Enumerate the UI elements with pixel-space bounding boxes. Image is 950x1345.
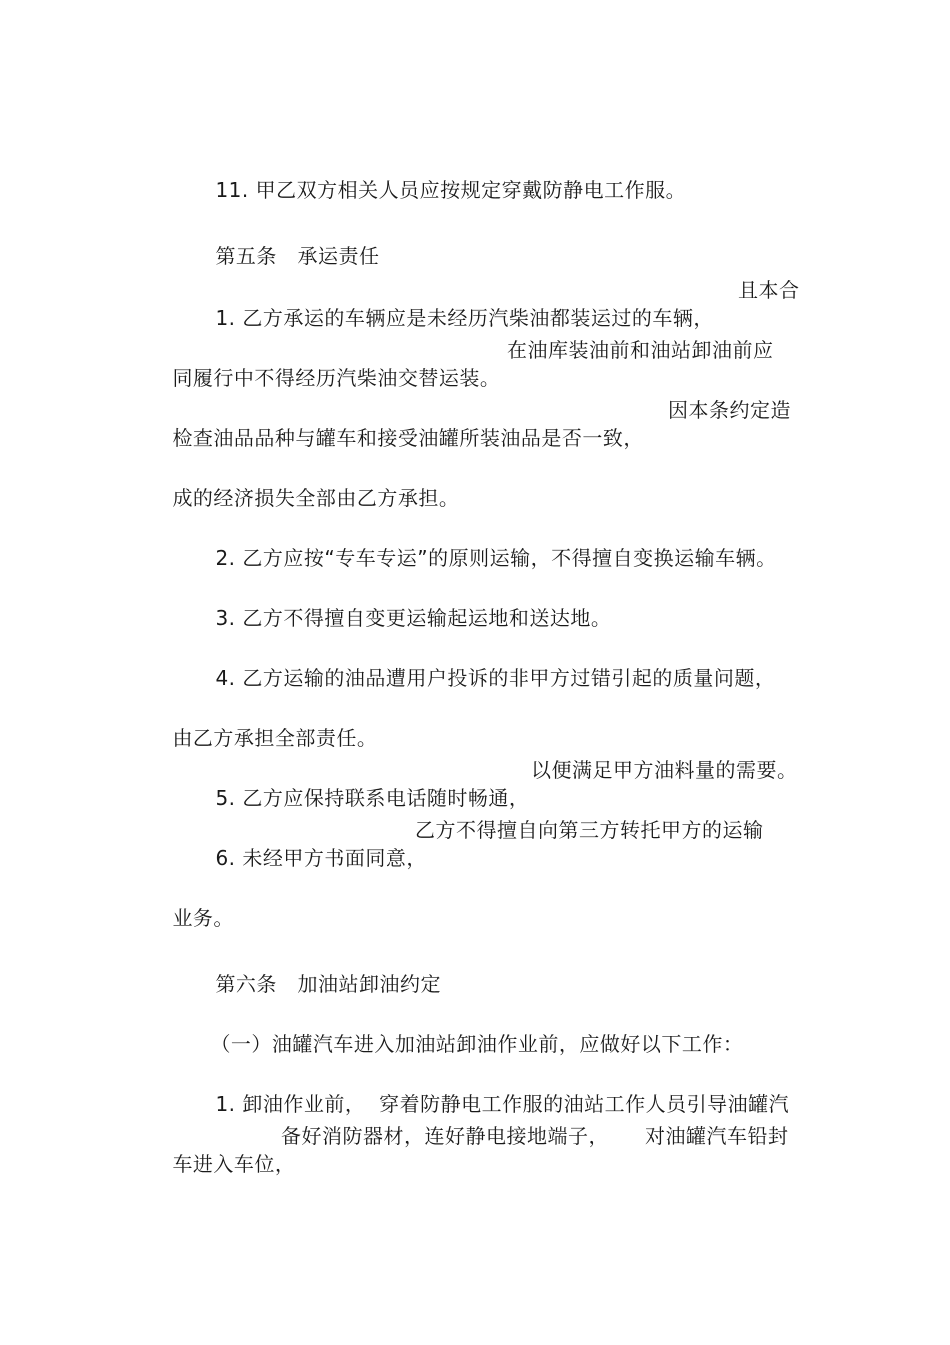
text-line-6-section-1: （一）油罐汽车进入加油站卸油作业前，应做好以下工作： (210, 1032, 744, 1056)
text-segment: 车进入车位， (172, 1152, 296, 1176)
text-segment: 5. 乙方应保持联系电话随时畅通， (215, 786, 530, 810)
text-line-5-1-d: 成的经济损失全部由乙方承担。 (172, 486, 460, 510)
text-line-5-3: 3. 乙方不得擅自变更运输起运地和送达地。 (215, 606, 612, 630)
text-segment: 1. 乙方承运的车辆应是未经历汽柴油都装运过的车辆， (215, 306, 714, 330)
text-segment: 备好消防器材，连好静电接地端子， (281, 1124, 609, 1148)
text-line-6-1-b (145, 1122, 789, 1262)
text-line-5-4-b: 由乙方承担全部责任。 (172, 726, 378, 750)
text-line-5-6-b: 业务。 (172, 906, 234, 930)
text-segment: 在油库装油前和油站卸油前应 (507, 338, 774, 362)
text-segment: 以便满足甲方油料量的需要。 (531, 758, 798, 782)
article-6-heading: 第六条 加油站卸油约定 (215, 972, 442, 996)
text-segment: 且本合 (738, 278, 800, 302)
text-segment: 因本条约定造 (668, 398, 791, 422)
text-line-6-1-a: 1. 卸油作业前， 穿着防静电工作服的油站工作人员引导油罐汽 (215, 1092, 790, 1116)
text-segment: 6. 未经甲方书面同意， (215, 846, 427, 870)
text-line-5-2: 2. 乙方应按“专车专运”的原则运输，不得擅自变换运输车辆。 (215, 546, 777, 570)
text-line-5-4-a: 4. 乙方运输的油品遭用户投诉的非甲方过错引起的质量问题， (215, 666, 776, 690)
article-5-heading: 第五条 承运责任 (215, 244, 380, 268)
text-segment: 对油罐汽车铅封 (645, 1124, 789, 1148)
text-segment: 检查油品品种与罐车和接受油罐所装油品是否一致， (172, 426, 644, 450)
text-segment: 同履行中不得经历汽柴油交替运装。 (172, 366, 501, 390)
text-segment: 乙方不得擅自向第三方转托甲方的运输 (415, 818, 764, 842)
text-line-clause-11: 11. 甲乙双方相关人员应按规定穿戴防静电工作服。 (215, 178, 687, 202)
